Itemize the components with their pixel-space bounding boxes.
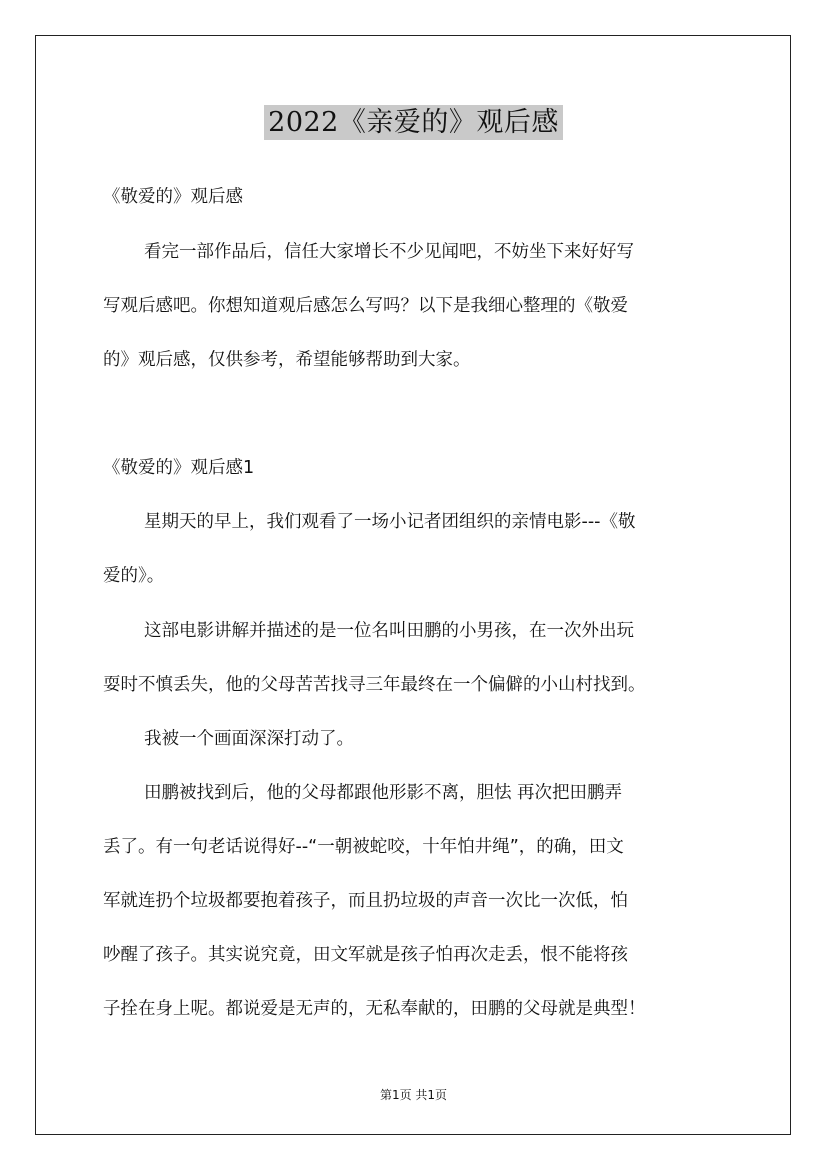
paragraph-1-line-2: 爱的》。 xyxy=(103,566,165,586)
paragraph-1-line-1: 星期天的早上，我们观看了一场小记者团组织的亲情电影---《敬 xyxy=(144,512,636,532)
paragraph-3-line-1: 我被一个画面深深打动了。 xyxy=(144,729,354,749)
document-title-text: 2022《亲爱的》观后感 xyxy=(264,105,563,140)
paragraph-4-line-5: 子拴在身上呢。都说爱是无声的，无私奉献的，田鹏的父母就是典型！ xyxy=(103,999,646,1019)
paragraph-4-line-2: 丢了。有一句老话说得好--“一朝被蛇咬，十年怕井绳”，的确，田文 xyxy=(103,837,624,857)
intro-line-3: 的》观后感，仅供参考，希望能够帮助到大家。 xyxy=(103,350,471,370)
intro-line-1: 看完一部作品后，信任大家增长不少见闻吧，不妨坐下来好好写 xyxy=(144,242,634,262)
subtitle: 《敬爱的》观后感 xyxy=(103,187,243,207)
paragraph-4-line-3: 军就连扔个垃圾都要抱着孩子，而且扔垃圾的声音一次比一次低，怕 xyxy=(103,891,628,911)
paragraph-4-line-1: 田鹏被找到后，他的父母都跟他形影不离，胆怯 再次把田鹏弄 xyxy=(144,783,623,803)
intro-line-2: 写观后感吧。你想知道观后感怎么写吗？以下是我细心整理的《敬爱 xyxy=(103,296,628,316)
paragraph-2-line-1: 这部电影讲解并描述的是一位名叫田鹏的小男孩，在一次外出玩 xyxy=(144,621,634,641)
page-footer: 第1页 共1页 xyxy=(379,1088,448,1102)
document-title xyxy=(0,100,827,139)
section-heading: 《敬爱的》观后感1 xyxy=(103,458,255,478)
paragraph-4-line-4: 吵醒了孩子。其实说究竟，田文军就是孩子怕再次走丢，恨不能将孩 xyxy=(103,945,628,965)
paragraph-2-line-2: 耍时不慎丢失，他的父母苦苦找寻三年最终在一个偏僻的小山村找到。 xyxy=(103,675,646,695)
